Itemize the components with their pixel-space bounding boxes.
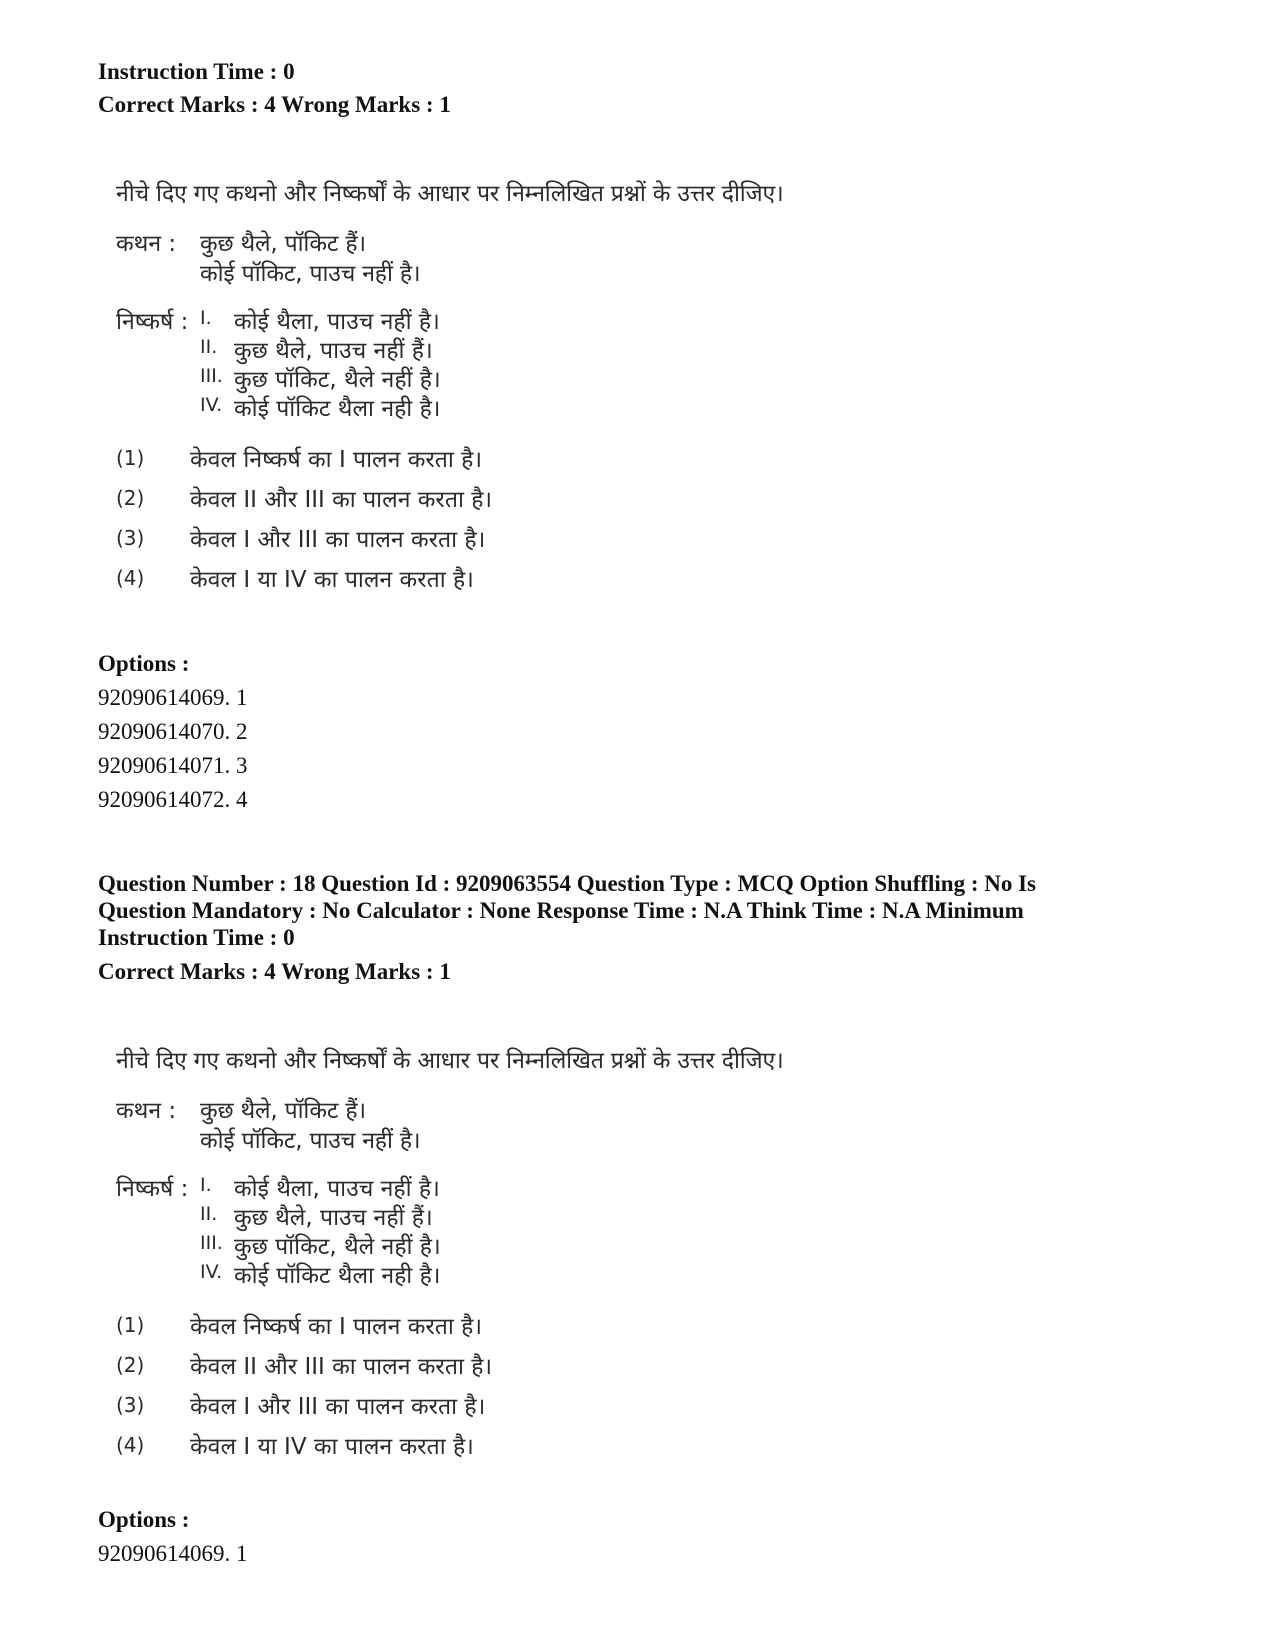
choice-num: (4) <box>116 566 145 590</box>
options-title: Options : <box>98 651 190 676</box>
conclusion-num: I. <box>200 1174 212 1196</box>
choice-num: (1) <box>116 446 145 470</box>
statement-1: कुछ थैले, पॉकिट हैं। <box>200 231 366 257</box>
statements-label: कथन : <box>116 231 177 257</box>
conclusion-num: II. <box>200 1203 218 1225</box>
choice-text: केवल निष्कर्ष का I पालन करता है। <box>190 447 483 473</box>
conclusions-label: निष्कर्ष : <box>116 309 189 335</box>
choice-text: केवल I और III का पालन करता है। <box>190 1394 486 1420</box>
choice-num: (2) <box>116 486 145 510</box>
conclusion-text: कुछ थैले, पाउच नहीं हैं। <box>234 338 433 364</box>
choice-num: (1) <box>116 1313 145 1337</box>
instruction-time-line: Instruction Time : 0 <box>98 59 295 84</box>
marks-line: Correct Marks : 4 Wrong Marks : 1 <box>98 959 451 984</box>
choice-num: (3) <box>116 526 145 550</box>
option-line: 92090614069. 1 <box>98 1541 248 1566</box>
question-image <box>116 1043 876 1483</box>
choice-text: केवल I और III का पालन करता है। <box>190 527 486 553</box>
conclusion-text: कोई थैला, पाउच नहीं है। <box>234 1176 440 1202</box>
options-title: Options : <box>98 1507 190 1532</box>
conclusion-text: कोई पॉकिट थैला नही है। <box>234 1263 441 1289</box>
marks-line: Correct Marks : 4 Wrong Marks : 1 <box>98 92 451 117</box>
conclusions-label: निष्कर्ष : <box>116 1176 189 1202</box>
conclusion-text: कुछ पॉकिट, थैले नहीं है। <box>234 367 441 393</box>
conclusion-text: कोई पॉकिट थैला नही है। <box>234 396 441 422</box>
option-line: 92090614069. 1 <box>98 685 248 710</box>
statement-2: कोई पॉकिट, पाउच नहीं है। <box>200 1128 421 1154</box>
question-intro: नीचे दिए गए कथनो और निष्कर्षों के आधार पर निम्नलिखित प्रश्नों के उत्तर दीजिए। <box>116 1048 784 1074</box>
question-intro: नीचे दिए गए कथनो और निष्कर्षों के आधार पर निम्नलिखित प्रश्नों के उत्तर दीजिए। <box>116 181 784 207</box>
conclusion-num: I. <box>200 307 212 329</box>
conclusion-num: III. <box>200 1232 223 1254</box>
choice-text: केवल I या IV का पालन करता है। <box>190 567 474 593</box>
question-image <box>116 176 876 616</box>
choice-num: (3) <box>116 1393 145 1417</box>
choice-text: केवल I या IV का पालन करता है। <box>190 1434 474 1460</box>
choice-num: (4) <box>116 1433 145 1457</box>
choice-num: (2) <box>116 1353 145 1377</box>
question-meta-line: Question Mandatory : No Calculator : None Response Time : N.A Think Time : N.A Minimum <box>98 898 1024 923</box>
option-line: 92090614070. 2 <box>98 719 248 744</box>
option-line: 92090614072. 4 <box>98 787 248 812</box>
conclusion-num: IV. <box>200 1261 223 1283</box>
statement-1: कुछ थैले, पॉकिट हैं। <box>200 1098 366 1124</box>
option-line: 92090614071. 3 <box>98 753 248 778</box>
instruction-time-line: Instruction Time : 0 <box>98 925 295 950</box>
question-meta-line: Question Number : 18 Question Id : 9209063554 Question Type : MCQ Option Shuffling : No Is <box>98 871 1037 896</box>
choice-text: केवल II और III का पालन करता है। <box>190 487 493 513</box>
conclusion-text: कोई थैला, पाउच नहीं है। <box>234 309 440 335</box>
statement-2: कोई पॉकिट, पाउच नहीं है। <box>200 261 421 287</box>
statements-label: कथन : <box>116 1098 177 1124</box>
conclusion-text: कुछ थैले, पाउच नहीं हैं। <box>234 1205 433 1231</box>
conclusion-text: कुछ पॉकिट, थैले नहीं है। <box>234 1234 441 1260</box>
conclusion-num: IV. <box>200 394 223 416</box>
choice-text: केवल निष्कर्ष का I पालन करता है। <box>190 1314 483 1340</box>
conclusion-num: II. <box>200 336 218 358</box>
conclusion-num: III. <box>200 365 223 387</box>
choice-text: केवल II और III का पालन करता है। <box>190 1354 493 1380</box>
